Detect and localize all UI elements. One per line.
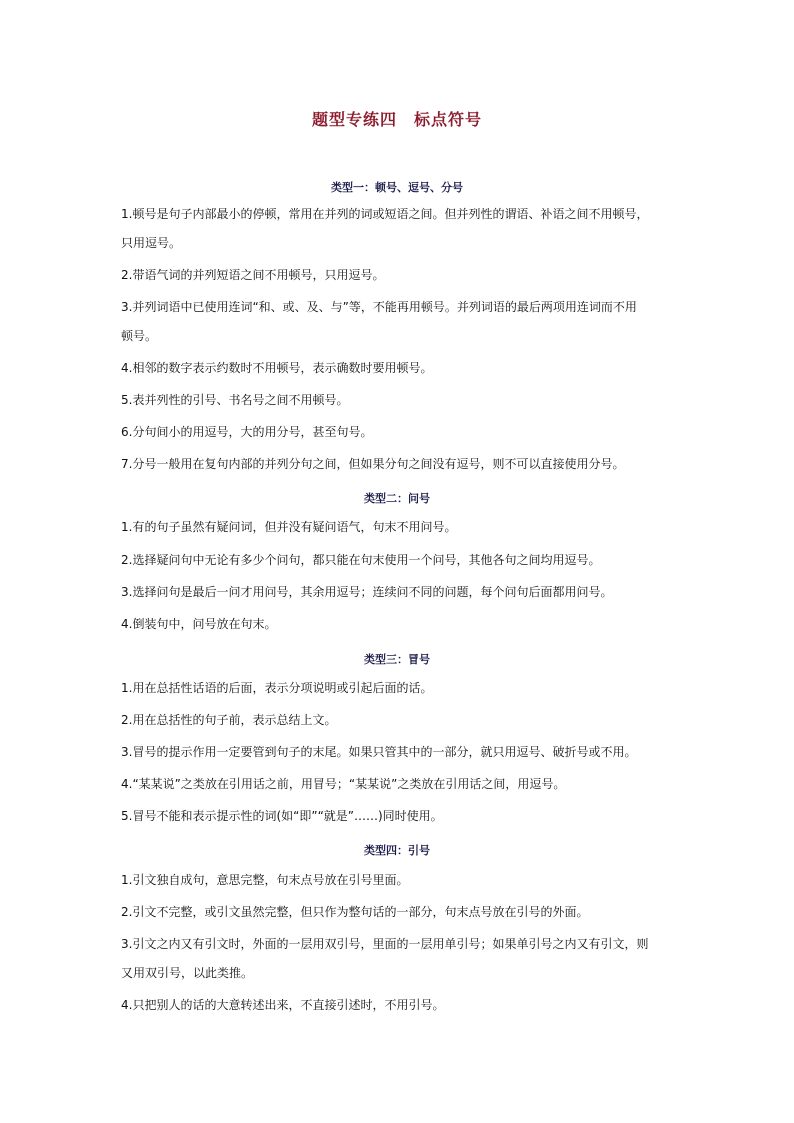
text-line: 4.只把别人的话的大意转述出来，不直接引述时，不用引号。: [121, 998, 445, 1012]
text-line: 3.并列词语中已使用连词“和、或、及、与”等，不能再用顿号。并列词语的最后两项用连词而不用: [121, 300, 637, 314]
text-line: 1.用在总括性话语的后面，表示分项说明或引起后面的话。: [121, 681, 433, 695]
text-line: 4.“某某说”之类放在引用话之前，用冒号；“某某说”之类放在引用话之间，用逗号。: [121, 777, 566, 791]
text-line: 1.顿号是句子内部最小的停顿，常用在并列的词或短语之间。但并列性的谓语、补语之间不用顿号，: [121, 207, 649, 221]
text-line: 1.引文独自成句，意思完整，句末点号放在引号里面。: [121, 873, 409, 887]
page-title: 题型专练四 标点符号: [311, 110, 482, 129]
text-line: 只用逗号。: [121, 236, 182, 250]
text-line: 4.相邻的数字表示约数时不用顿号，表示确数时要用顿号。: [121, 361, 433, 375]
section-heading: 类型三：冒号: [364, 653, 430, 666]
text-line: 1.有的句子虽然有疑问词，但并没有疑问语气，句末不用问号。: [121, 520, 457, 534]
text-line: 6.分句间小的用逗号，大的用分号，甚至句号。: [121, 425, 373, 439]
section-heading: 类型一：顿号、逗号、分号: [331, 181, 463, 194]
text-line: 又用双引号，以此类推。: [121, 966, 254, 980]
text-line: 2.带语气词的并列短语之间不用顿号，只用逗号。: [121, 268, 385, 282]
section-heading: 类型四：引号: [364, 844, 430, 857]
text-line: 2.用在总括性的句子前，表示总结上文。: [121, 713, 337, 727]
section-heading: 类型二：问号: [364, 492, 430, 505]
text-line: 4.倒装句中，问号放在句末。: [121, 617, 277, 631]
text-line: 顿号。: [121, 329, 158, 343]
text-line: 3.引文之内又有引文时，外面的一层用双引号，里面的一层用单引号；如果单引号之内又有引文，则: [121, 937, 649, 951]
text-line: 2.选择疑问句中无论有多少个问句，都只能在句末使用一个问号，其他各句之间均用逗号。: [121, 553, 601, 567]
text-line: 5.冒号不能和表示提示性的词(如“即”“就是”……)同时使用。: [121, 809, 443, 823]
text-line: 7.分号一般用在复句内部的并列分句之间，但如果分句之间没有逗号，则不可以直接使用分号。: [121, 457, 625, 471]
text-line: 5.表并列性的引号、书名号之间不用顿号。: [121, 393, 349, 407]
text-line: 3.冒号的提示作用一定要管到句子的末尾。如果只管其中的一部分，就只用逗号、破折号或不用。: [121, 745, 637, 759]
text-line: 3.选择问句是最后一问才用问号，其余用逗号；连续问不同的问题，每个问句后面都用问号。: [121, 585, 613, 599]
text-line: 2.引文不完整，或引文虽然完整，但只作为整句话的一部分，句末点号放在引号的外面。: [121, 905, 589, 919]
